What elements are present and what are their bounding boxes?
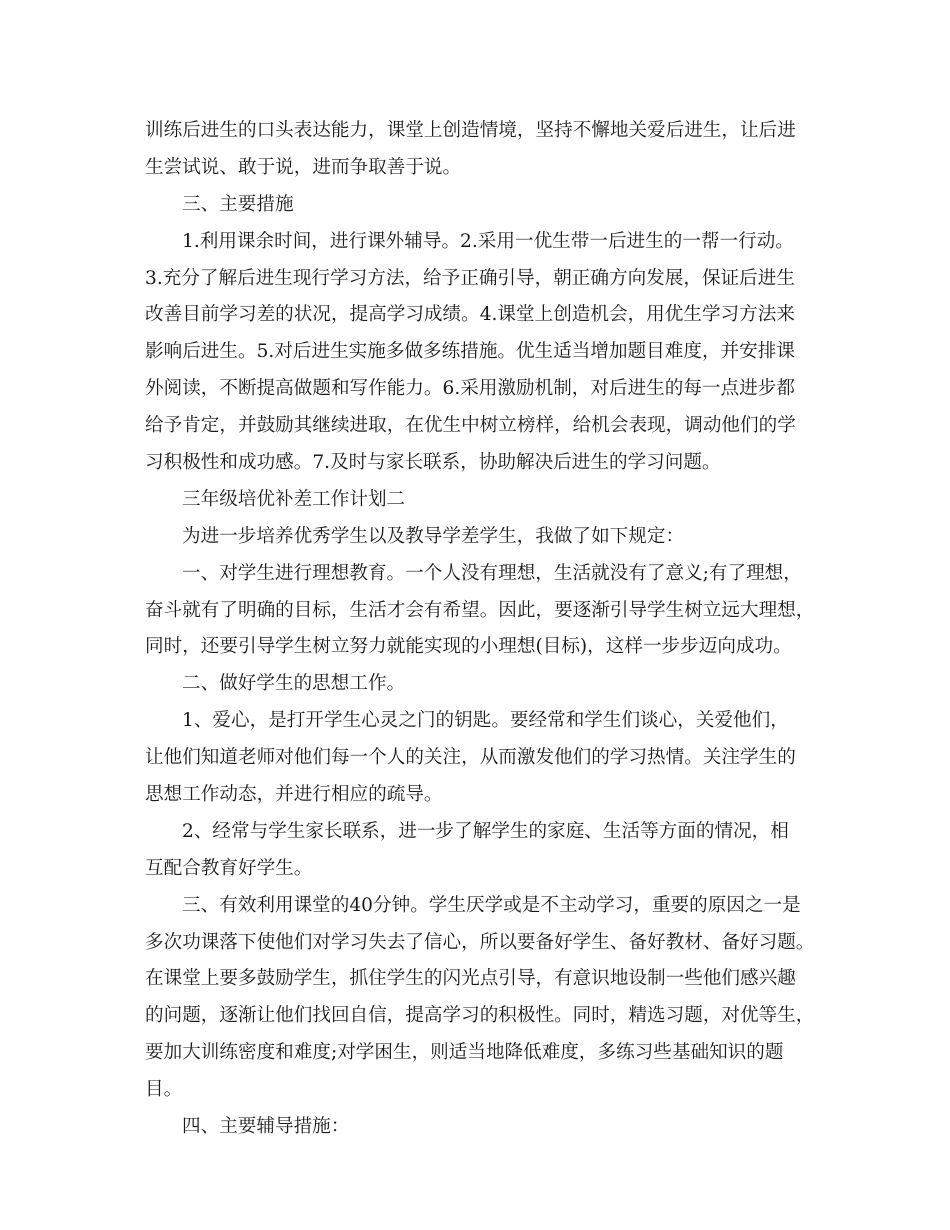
text-line: 多次功课落下使他们对学习失去了信心，所以要备好学生、备好教材、备好习题。 xyxy=(145,931,815,953)
text-line: 目。 xyxy=(145,1079,183,1101)
text-line: 思想工作动态，并进行相应的疏导。 xyxy=(145,784,443,806)
text-line: 同时，还要引导学生树立努力就能实现的小理想(目标)，这样一步步迈向成功。 xyxy=(145,636,792,658)
text-line: 的问题，逐渐让他们找回自信，提高学习的积极性。同时，精选习题，对优等生， xyxy=(145,1005,815,1027)
text-line: 要加大训练密度和难度;对学困生，则适当地降低难度，多练习些基础知识的题 xyxy=(145,1042,784,1064)
text-line: 让他们知道老师对他们每一个人的关注，从而激发他们的学习热情。关注学生的 xyxy=(145,747,796,769)
section-heading: 三、主要措施 xyxy=(182,193,294,215)
text-line: 生尝试说、敢于说，进而争取善于说。 xyxy=(145,156,462,178)
section-heading: 四、主要辅导措施： xyxy=(182,1116,350,1138)
text-line: 外阅读，不断提高做题和写作能力。6.采用激励机制，对后进生的每一点进步都 xyxy=(145,378,795,400)
section-heading: 二、做好学生的思想工作。 xyxy=(182,673,406,695)
section-title: 三年级培优补差工作计划二 xyxy=(182,488,406,510)
text-line: 1、爱心，是打开学生心灵之门的钥匙。要经常和学生们谈心，关爱他们， xyxy=(182,710,789,732)
text-line: 奋斗就有了明确的目标，生活才会有希望。因此，要逐渐引导学生树立远大理想， xyxy=(145,599,815,621)
text-line: 给予肯定，并鼓励其继续进取，在优生中树立榜样，给机会表现，调动他们的学 xyxy=(145,415,796,437)
text-line: 为进一步培养优秀学生以及教导学差学生，我做了如下规定： xyxy=(182,525,685,547)
text-line: 训练后进生的口头表达能力，课堂上创造情境，坚持不懈地关爱后进生，让后进 xyxy=(145,120,796,141)
text-line: 3.充分了解后进生现行学习方法，给予正确引导，朝正确方向发展，保证后进生 xyxy=(145,267,795,289)
text-line: 影响后进生。5.对后进生实施多做多练措施。优生适当增加题目难度，并安排课 xyxy=(145,341,795,363)
text-line: 习积极性和成功感。7.及时与家长联系，协助解决后进生的学习问题。 xyxy=(145,452,721,474)
text-line: 1.利用课余时间，进行课外辅导。2.采用一优生带一后进生的一帮一行动。 xyxy=(182,230,794,252)
text-line: 三、有效利用课堂的40分钟。学生厌学或是不主动学习，重要的原因之一是 xyxy=(182,894,801,916)
text-line: 在课堂上要多鼓励学生，抓住学生的闪光点引导，有意识地设制一些他们感兴趣 xyxy=(145,968,796,990)
text-line: 改善目前学习差的状况，提高学习成绩。4.课堂上创造机会，用优生学习方法来 xyxy=(145,304,795,326)
text-line: 互配合教育好学生。 xyxy=(145,857,313,879)
text-line: 2、经常与学生家长联系，进一步了解学生的家庭、生活等方面的情况，相 xyxy=(182,820,789,842)
text-line: 一、对学生进行理想教育。一个人没有理想，生活就没有了意义;有了理想， xyxy=(182,562,802,584)
document-body xyxy=(145,113,815,1146)
